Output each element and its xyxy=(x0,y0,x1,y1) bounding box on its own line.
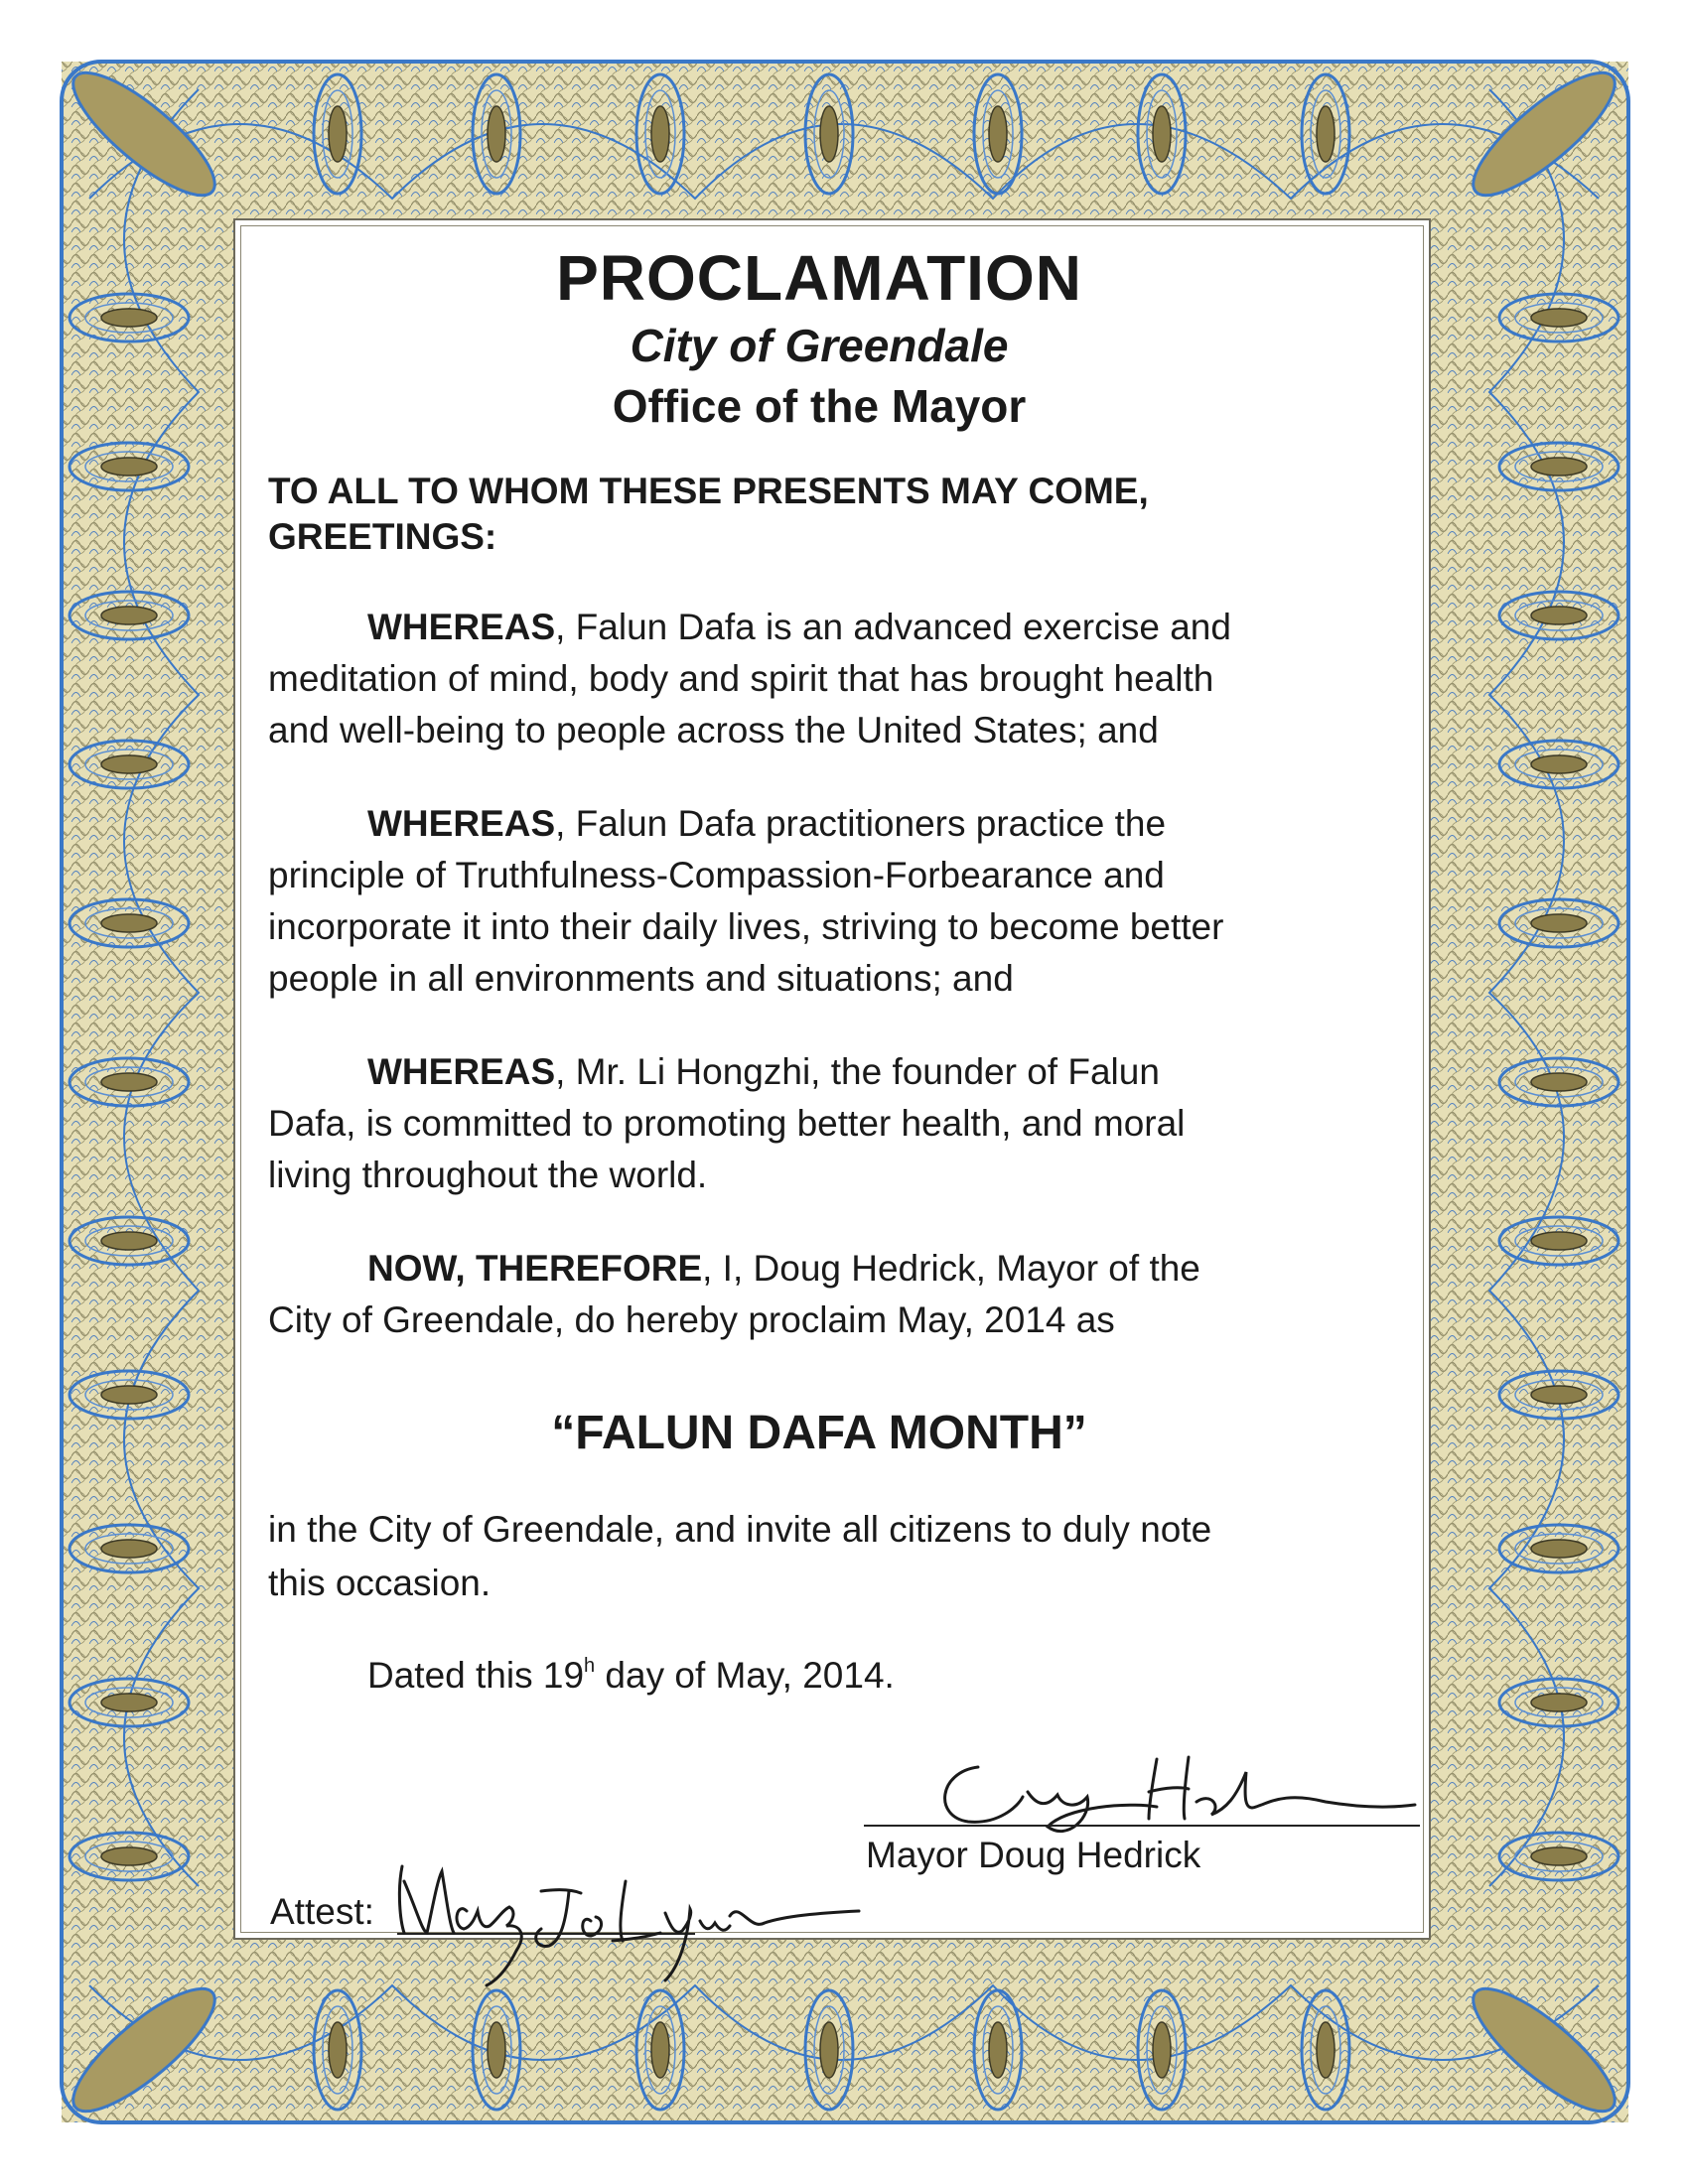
therefore-paragraph xyxy=(268,1243,1410,1346)
attest-signature xyxy=(392,1842,889,1990)
paragraph-text: meditation of mind, body and spirit that has brought health xyxy=(268,658,1214,699)
paragraph-text: , Falun Dafa practitioners practice the xyxy=(555,803,1167,844)
proclamation-body xyxy=(268,240,1410,1700)
mayor-signature-caption: Mayor Doug Hedrick xyxy=(866,1835,1201,1875)
whereas-keyword: WHEREAS xyxy=(367,607,556,647)
dated-line xyxy=(268,1652,1410,1700)
salutation-line: TO ALL TO WHOM THESE PRESENTS MAY COME, xyxy=(268,471,1149,511)
whereas-paragraph-2 xyxy=(268,798,1410,1005)
salutation-line: GREETINGS: xyxy=(268,516,497,557)
paragraph-text: Dafa, is committed to promoting better health, and moral xyxy=(268,1103,1186,1144)
paragraph-text: living throughout the world. xyxy=(268,1155,708,1195)
paragraph-text: , Mr. Li Hongzhi, the founder of Falun xyxy=(555,1051,1160,1092)
whereas-keyword: WHEREAS xyxy=(367,803,556,844)
therefore-keyword: NOW, THEREFORE xyxy=(367,1248,703,1289)
invite-paragraph xyxy=(268,1503,1410,1610)
paragraph-text: principle of Truthfulness-Compassion-Forbearance and xyxy=(268,855,1165,895)
paragraph-text: , I, Doug Hedrick, Mayor of the xyxy=(702,1248,1200,1289)
paragraph-text: in the City of Greendale, and invite all citizens to duly note xyxy=(268,1509,1212,1550)
paragraph-text: this occasion. xyxy=(268,1563,492,1603)
whereas-paragraph-1 xyxy=(268,602,1410,756)
salutation xyxy=(268,469,1410,560)
dated-superscript: h xyxy=(584,1655,596,1677)
paragraph-text: and well-being to people across the United States; and xyxy=(268,710,1159,751)
whereas-paragraph-3 xyxy=(268,1046,1410,1201)
proclaimed-month-title: “FALUN DAFA MONTH” xyxy=(551,1407,1087,1459)
dated-suffix: day of May, 2014. xyxy=(595,1655,895,1696)
paragraph-text: , Falun Dafa is an advanced exercise and xyxy=(555,607,1231,647)
attest-label: Attest: xyxy=(270,1891,374,1932)
document-title: PROCLAMATION xyxy=(556,242,1082,314)
paragraph-text: incorporate it into their daily lives, striving to become better xyxy=(268,906,1224,947)
paragraph-text: City of Greendale, do hereby proclaim May, 2014 as xyxy=(268,1299,1115,1340)
city-name: City of Greendale xyxy=(630,320,1009,371)
office-name: Office of the Mayor xyxy=(612,380,1027,432)
whereas-keyword: WHEREAS xyxy=(367,1051,556,1092)
mayor-signature-line xyxy=(864,1825,1420,1827)
dated-prefix: Dated this 19 xyxy=(367,1655,585,1696)
paragraph-text: people in all environments and situations; and xyxy=(268,958,1014,999)
